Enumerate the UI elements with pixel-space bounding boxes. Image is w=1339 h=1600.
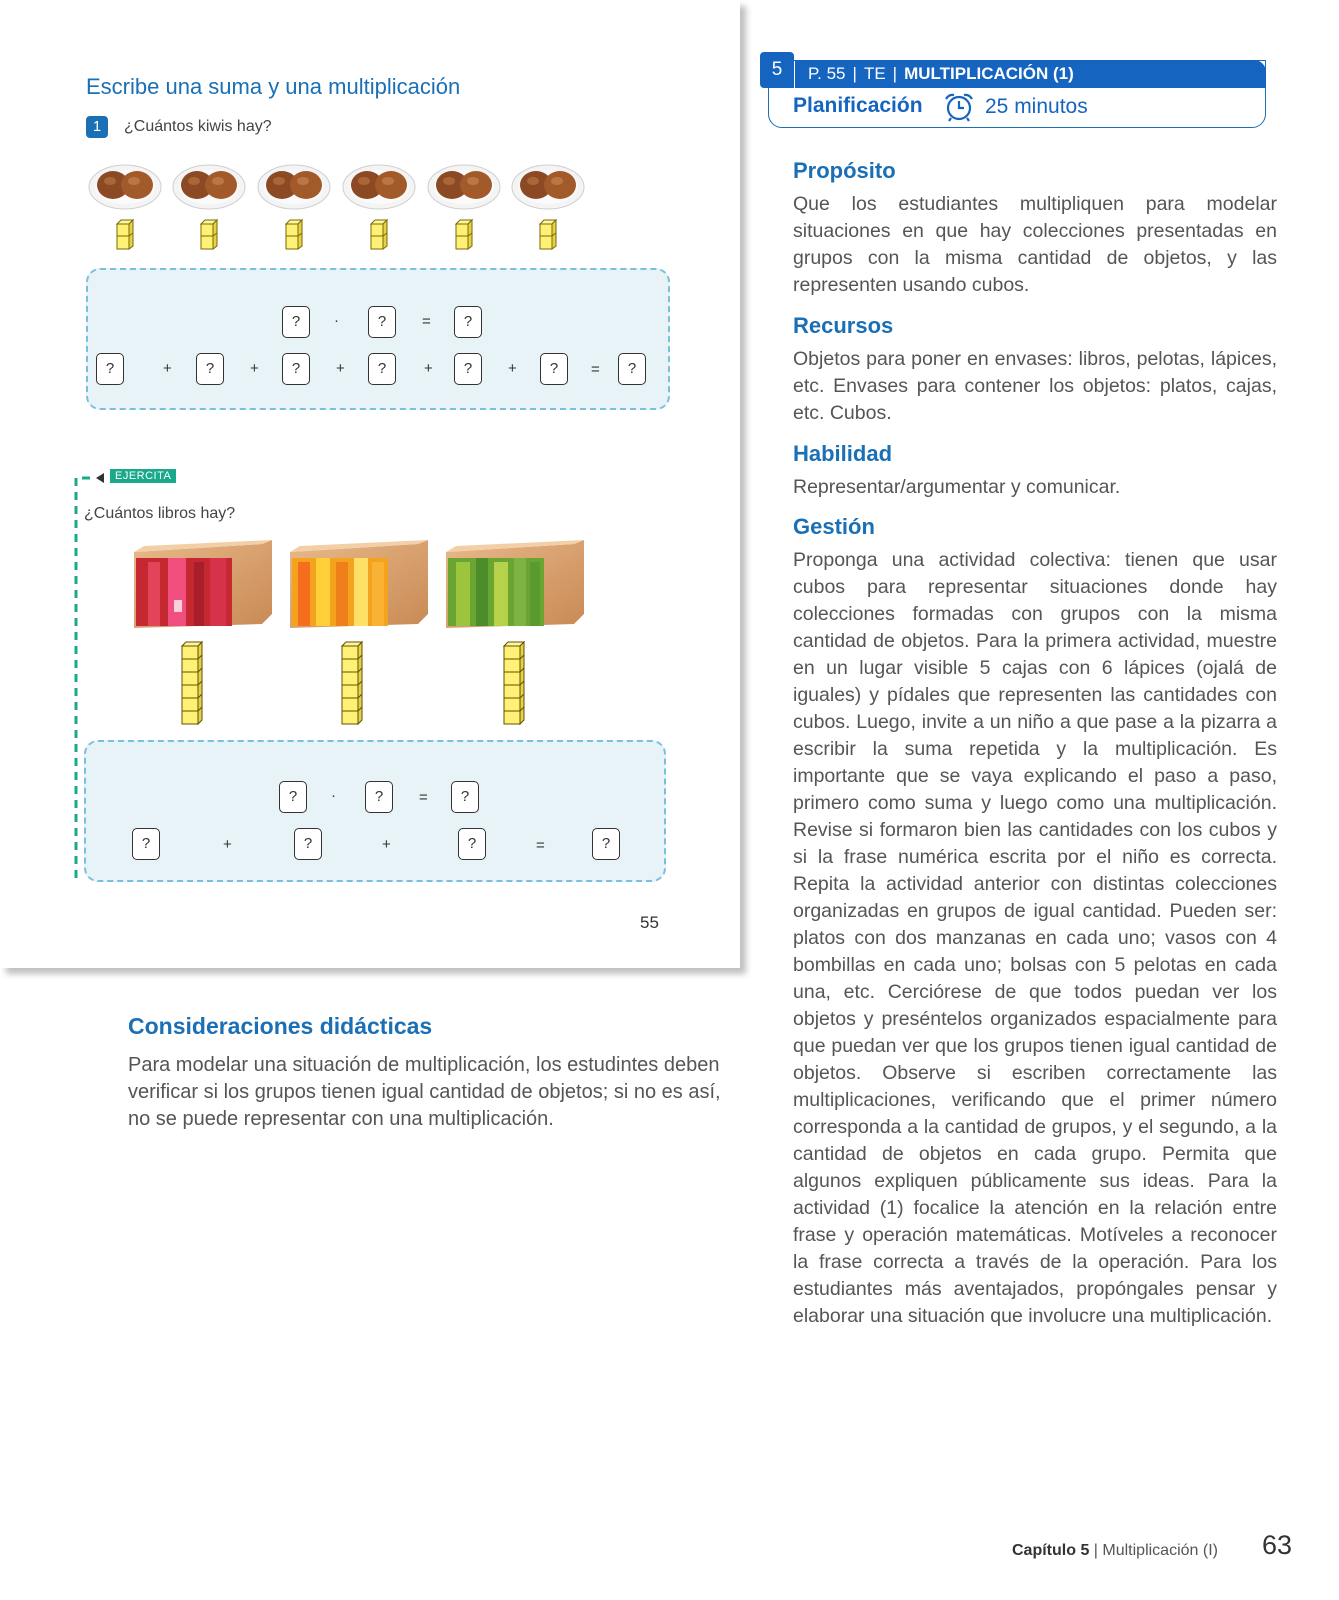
- footer-page-number: 63: [1262, 1530, 1293, 1560]
- chapter-label: Capítulo 5: [1012, 1542, 1090, 1559]
- kiwi-plate: [88, 160, 162, 215]
- kiwi-plate: [257, 160, 331, 215]
- unit-number: 5: [760, 52, 794, 88]
- book-ref: TE: [863, 64, 886, 83]
- cube-tower: [340, 640, 364, 731]
- section-title-gestion: Gestión: [793, 514, 875, 539]
- book-box-orange: [290, 540, 428, 628]
- answer-box[interactable]: ?: [196, 353, 224, 385]
- answer-box[interactable]: ?: [365, 781, 393, 813]
- plus-sign: +: [382, 836, 391, 853]
- chapter-title: Multiplicación (I): [1102, 1542, 1218, 1559]
- page-ref: P. 55: [808, 64, 846, 83]
- answer-box[interactable]: ?: [458, 828, 486, 860]
- answer-box[interactable]: ?: [368, 306, 396, 338]
- answer-box[interactable]: ?: [282, 353, 310, 385]
- book-box-red: [134, 540, 272, 628]
- topic: MULTIPLICACIÓN (1): [904, 64, 1074, 83]
- answer-box[interactable]: ?: [454, 353, 482, 385]
- answer-box[interactable]: ?: [592, 828, 620, 860]
- book-boxes: [134, 540, 590, 630]
- kiwi-plate: [172, 160, 246, 215]
- cube-tower: [180, 640, 204, 731]
- answer-box[interactable]: ?: [451, 781, 479, 813]
- planning-time: 25 minutos: [985, 95, 1088, 118]
- clock-icon: [943, 92, 975, 122]
- equation-box-kiwis: [86, 268, 670, 410]
- equals-sign: =: [419, 789, 428, 806]
- answer-box[interactable]: ?: [96, 353, 124, 385]
- plus-sign: +: [223, 836, 232, 853]
- student-page-number: 55: [640, 913, 659, 932]
- answer-box[interactable]: ?: [282, 306, 310, 338]
- section-body-proposito: Que los estudiantes multipliquen para modelar situaciones en que hay colecciones presentadas en grupos con la misma cantidad de objetos, y las representen usando cubos.: [793, 193, 1277, 296]
- cube-tower: [502, 640, 526, 731]
- answer-box[interactable]: ?: [368, 353, 396, 385]
- single-cube: [115, 218, 135, 255]
- single-cube: [369, 218, 389, 255]
- considerations-title: Consideraciones didácticas: [128, 1013, 433, 1039]
- single-cube: [538, 218, 558, 255]
- exercise-tag: EJERCITA: [110, 469, 176, 483]
- times-sign: ·: [334, 312, 339, 329]
- answer-box[interactable]: ?: [540, 353, 568, 385]
- plus-sign: +: [508, 360, 517, 377]
- single-cube: [454, 218, 474, 255]
- plus-sign: +: [336, 360, 345, 377]
- answer-box[interactable]: ?: [294, 828, 322, 860]
- plus-sign: +: [250, 360, 259, 377]
- equals-sign: =: [536, 837, 545, 854]
- equals-sign: =: [591, 361, 600, 378]
- single-cube: [199, 218, 219, 255]
- header-bar-text: P. 55 | TE | MULTIPLICACIÓN (1): [808, 64, 1074, 83]
- section-title-habilidad: Habilidad: [793, 441, 893, 466]
- question-kiwis: ¿Cuántos kiwis hay?: [124, 118, 272, 135]
- footer-chapter: Capítulo 5 | Multiplicación (I): [1012, 1542, 1218, 1559]
- section-body-recursos: Objetos para poner en envases: libros, pelotas, lápices, etc. Envases para contener los objetos: platos, cajas, etc. Cubos.: [793, 348, 1277, 424]
- planning-label: Planificación: [793, 94, 923, 117]
- section-body-habilidad: Representar/argumentar y comunicar.: [793, 476, 1121, 498]
- section-body-gestion: Proponga una actividad colectiva: tienen que usar cubos para representar situaciones donde hay colecciones formadas con grupos con la misma cantidad de objetos. Para la primera actividad, muestre en un lugar visible 5 cajas con 6 lápices (ojalá de iguales) y pídales que representen las cantidades con cubos. Luego, invite a un niño a que pase a la pizarra a escribir la suma repetida y la multiplicación. Es importante que se vaya explicando el paso a paso, primero como suma y luego como una multiplicación. Revise si formaron bien las cantidades con los cubos y si la frase numérica escrita por el niño es correcta. Repita la actividad anterior con distintas colecciones organizadas en grupos de igual cantidad. Pueden ser: platos con dos manzanas en cada uno; vasos con 4 bombillas en cada uno; bolsas con 5 pelotas en cada una, etc. Cerciórese de que todos puedan ver los objetos y preséntelos organizados espacialmente para que puedan ver que los grupos tienen igual cantidad de objetos. Observe si escriben correctamente las multiplicaciones, verificando que el primer número corresponda a la cantidad de grupos, y el segundo, a la cantidad de objetos en cada grupo. Permita que algunos expliquen públicamente sus ideas. Para la actividad (1) focalice la atención en la relación entre frase y operación matemáticas. Motíveles a reconocer la frase correcta a través de la operación. Para los estudiantes más aventajados, propóngales pensar y elaborar una situación que involucre una multiplicación.: [793, 549, 1277, 1327]
- plus-sign: +: [424, 360, 433, 377]
- plus-sign: +: [163, 360, 172, 377]
- activity-title: Escribe una suma y una multiplicación: [86, 74, 461, 99]
- equals-sign: =: [422, 313, 431, 330]
- section-title-proposito: Propósito: [793, 158, 896, 183]
- considerations-body: Para modelar una situación de multiplicación, los estudintes deben verificar si los grupos tienen igual cantidad de objetos; si no es así, no se puede representar con una multiplicación.: [128, 1054, 721, 1130]
- question-number-badge: 1: [86, 116, 108, 138]
- answer-box[interactable]: ?: [132, 828, 160, 860]
- section-title-recursos: Recursos: [793, 313, 894, 338]
- kiwi-plate: [342, 160, 416, 215]
- answer-box[interactable]: ?: [279, 781, 307, 813]
- answer-box[interactable]: ?: [618, 353, 646, 385]
- question-books: ¿Cuántos libros hay?: [84, 505, 236, 522]
- kiwi-plate: [511, 160, 585, 215]
- single-cube: [284, 218, 304, 255]
- book-box-green: [446, 540, 584, 628]
- answer-box[interactable]: ?: [454, 306, 482, 338]
- kiwi-plate: [427, 160, 501, 215]
- times-sign: ·: [331, 787, 336, 804]
